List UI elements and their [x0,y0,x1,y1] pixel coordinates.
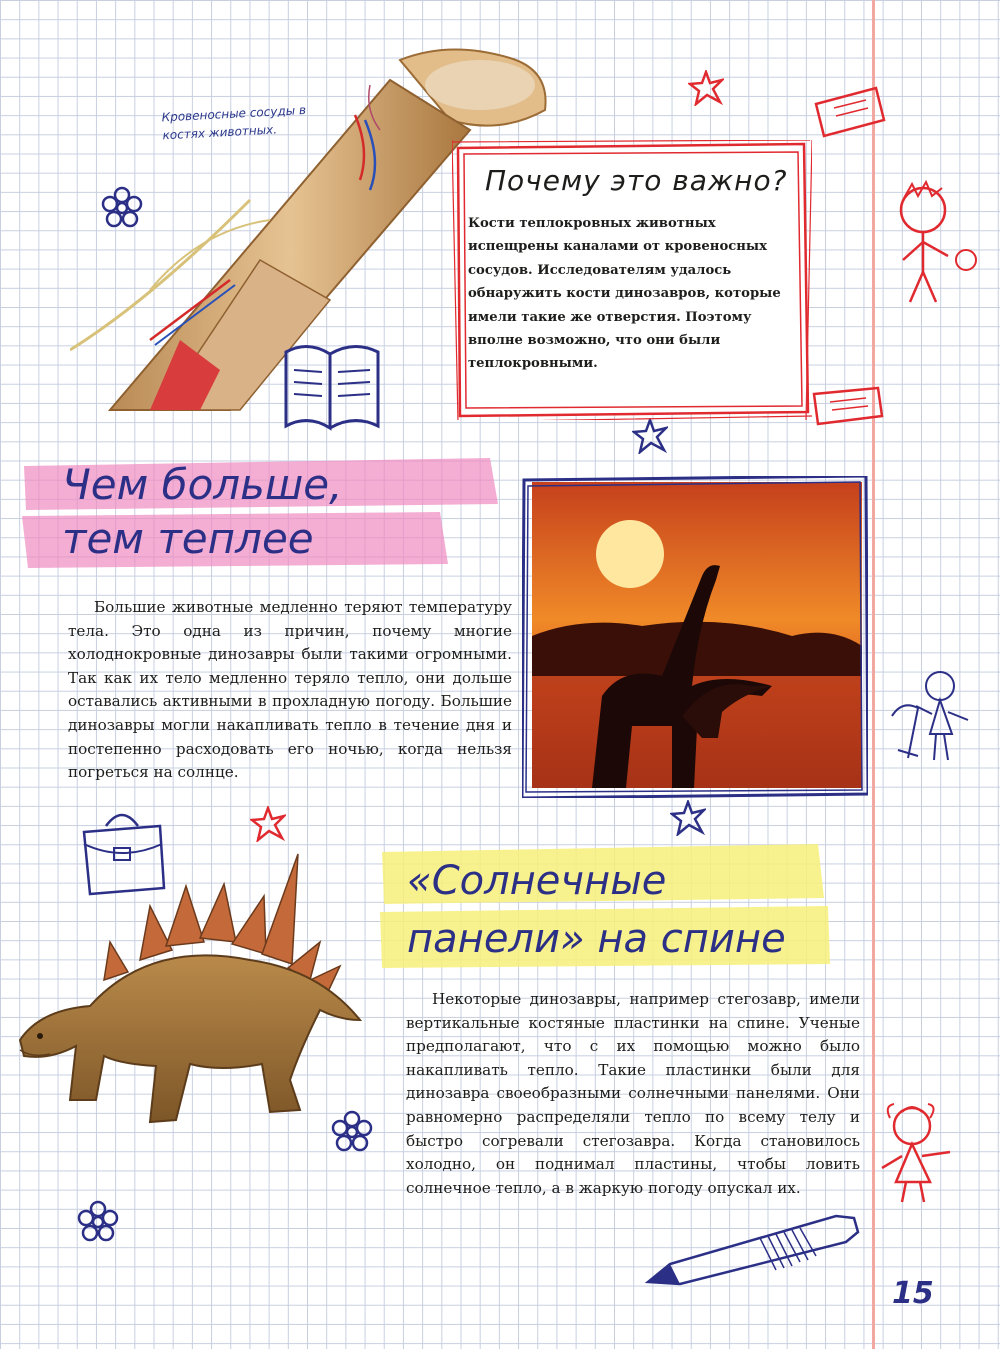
section2-heading-line2: панели» на спине [407,916,786,962]
section1-heading [62,458,502,566]
flower-icon [100,186,144,230]
girl-umbrella-doodle-icon [878,660,988,770]
section2-text: Некоторые динозавры, например стегозавр, имели вертикальные костяные пластинки на спине. Ученые предполагают, что с их помощью можно было накапливать тепло. Такие пластинки были для динозавра своеобразными солнечными панелями. Они равномерно распределяли тепло по всему телу и быстро согревали стегозавра. Когда становилось холодно, он поднимал пластины, чтобы ловить солнечное тепло, а в жаркую погоду опускал их. [406,990,860,1197]
open-book-icon [278,332,388,442]
flower-icon [76,1200,120,1244]
why-box-text: Кости теплокровных животных испещрены каналами от кровеносных сосудов. Исследователям удалось обнаружить кости динозавров, которые имели такие же отверстия. Поэтому вполне возможно, что они были теплокровными. [468,216,781,372]
star-doodle-icon [250,806,286,842]
pen-doodle-icon [640,1210,870,1290]
ticket-doodle-icon [808,380,888,430]
kid-doodle-icon [878,180,988,310]
ticket-doodle-icon [810,84,890,144]
section1-heading-line1: Чем больше, [62,460,343,509]
bone-caption: Кровеносные сосуды в костях животных. [161,102,307,143]
sunset-dinosaur-photo [522,476,868,798]
section2-heading [407,852,847,968]
stegosaurus-illustration [0,850,380,1150]
why-box-title: Почему это важно? [485,164,788,197]
section1-text: Большие животные медленно теряют температуру тела. Это одна из причин, почему многие холоднокровные динозавры были такими огромными. Так как их тело медленно теряло тепло, они дольше оставались активными в прохладную погоду. Большие динозавры могли накапливать тепло в течение дня и постепенно расходовать его ночью, когда нельзя погреться на солнце. [68,598,512,782]
star-doodle-icon [688,70,724,106]
star-doodle-icon [670,800,706,836]
page-number: 15 [892,1276,934,1311]
section2-heading-line1: «Солнечные [407,858,667,904]
section1-heading-line2: тем теплее [62,514,314,563]
girl-doodle-icon [872,1098,990,1206]
star-doodle-icon [632,418,668,454]
